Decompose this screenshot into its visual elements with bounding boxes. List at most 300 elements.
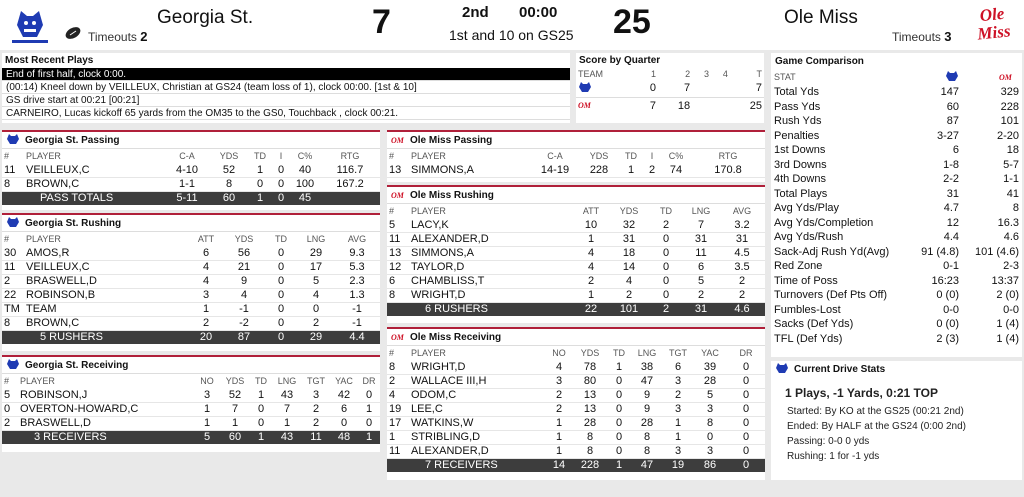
table-cell: 31 xyxy=(719,232,765,246)
current-drive-panel xyxy=(771,361,1022,480)
total-cell: 0 xyxy=(272,191,290,205)
comparison-cell: 18 xyxy=(1006,144,1019,157)
om-passing-title: Ole Miss Passing xyxy=(410,134,493,146)
column-header: YDS xyxy=(589,151,609,161)
comparison-row xyxy=(771,114,1022,129)
total-cell: PASS TOTALS xyxy=(24,191,164,205)
total-cell xyxy=(2,430,18,444)
sq-header: 1 xyxy=(651,69,657,79)
table-cell: 2 xyxy=(545,402,573,416)
gsu-mini-logo xyxy=(576,80,637,97)
table-cell: 1 xyxy=(663,416,693,430)
table-cell: 0 xyxy=(250,416,272,430)
table-cell: 9 xyxy=(224,274,264,288)
table-header-row xyxy=(387,149,765,163)
table-cell: 0 xyxy=(649,260,683,274)
comparison-cell: 101 xyxy=(1000,115,1019,128)
table-cell: 3.2 xyxy=(719,218,765,232)
comparison-cell: 1 (4) xyxy=(996,318,1019,331)
gsu-receiving-title: Georgia St. Receiving xyxy=(25,359,129,371)
comparison-row xyxy=(771,129,1022,144)
table-cell: BROWN,C xyxy=(24,177,164,191)
table-cell: 30 xyxy=(2,246,24,260)
total-cell: 60 xyxy=(220,430,250,444)
comparison-cell: Red Zone xyxy=(774,260,823,273)
table-cell: 5.3 xyxy=(334,260,380,274)
table-cell: 31 xyxy=(683,232,719,246)
current-drive-header xyxy=(771,361,1022,378)
table-row xyxy=(387,444,765,458)
comparison-row xyxy=(771,303,1022,318)
comparison-cell: 41 xyxy=(1006,187,1019,200)
table-cell: 2 xyxy=(302,416,330,430)
play-item: GS drive start at 00:21 [00:21] xyxy=(2,94,570,107)
sq-cell xyxy=(692,80,711,97)
column-header: # xyxy=(389,206,395,216)
table-cell: 0 xyxy=(649,246,683,260)
table-cell: 0 xyxy=(358,416,380,430)
table-cell: 4 xyxy=(545,360,573,374)
comparison-row xyxy=(771,172,1022,187)
table-cell: 1 xyxy=(387,430,409,444)
table-cell: 0 xyxy=(727,374,765,388)
comparison-row xyxy=(771,187,1022,202)
column-header: C% xyxy=(668,151,684,161)
sq-header: TEAM xyxy=(578,69,604,79)
sq-cell: 25 xyxy=(749,99,762,112)
comparison-cell: Pass Yds xyxy=(774,100,821,113)
table-cell: 2 xyxy=(683,288,719,302)
total-cell: 48 xyxy=(330,430,358,444)
table-cell: 1 xyxy=(545,430,573,444)
table-cell: 0 xyxy=(727,388,765,402)
table-cell: 8 xyxy=(573,430,607,444)
table-row xyxy=(2,163,380,177)
totals-row xyxy=(2,330,380,344)
total-cell: 11 xyxy=(302,430,330,444)
column-header: RTG xyxy=(340,151,360,161)
om-receiving-table xyxy=(387,346,765,472)
table-cell: 0 xyxy=(607,444,631,458)
column-header: YDS xyxy=(234,234,254,244)
table-cell: 1 xyxy=(607,360,631,374)
comparison-cell: 6 xyxy=(952,144,959,157)
comparison-cell: Total Yds xyxy=(774,86,820,99)
total-cell: 22 xyxy=(573,302,609,316)
table-cell: 9.3 xyxy=(334,246,380,260)
column-header: TGT xyxy=(307,376,325,386)
table-cell: 11 xyxy=(387,444,409,458)
game-comparison-panel xyxy=(771,53,1022,357)
table-cell: 2 xyxy=(188,316,224,330)
om-rushing-panel xyxy=(387,185,765,323)
table-cell: 0 xyxy=(649,288,683,302)
om-passing-table xyxy=(387,149,765,178)
gsu-passing-table xyxy=(2,149,380,205)
table-cell: 31 xyxy=(609,232,649,246)
ole-miss-logo: Ole Miss xyxy=(976,3,1012,44)
table-header-row xyxy=(387,204,765,218)
current-drive-title: Current Drive Stats xyxy=(794,364,886,375)
table-cell: 7 xyxy=(272,402,302,416)
column-header: PLAYER xyxy=(20,376,55,386)
om-rushing-title: Ole Miss Rushing xyxy=(410,189,494,201)
comparison-cell: Avg Yds/Rush xyxy=(774,231,844,244)
away-timeouts: Timeouts 3 xyxy=(892,29,952,44)
table-cell: 2 xyxy=(719,288,765,302)
table-cell: 14 xyxy=(609,260,649,274)
table-cell: 8 xyxy=(573,444,607,458)
gsu-receiving-header xyxy=(2,357,380,374)
table-cell: 3 xyxy=(194,388,220,402)
table-cell: 0 xyxy=(358,388,380,402)
game-period: 2nd xyxy=(462,4,489,21)
table-cell: 17 xyxy=(387,416,409,430)
table-cell: 2 xyxy=(649,218,683,232)
om-passing-header xyxy=(387,132,765,149)
home-timeouts: Timeouts 2 xyxy=(88,29,148,44)
table-cell: -1 xyxy=(334,302,380,316)
game-comparison-title: Game Comparison xyxy=(775,55,864,67)
total-cell: 87 xyxy=(224,330,264,344)
table-cell: SIMMONS,A xyxy=(409,246,573,260)
comparison-cell: 16.3 xyxy=(997,216,1019,229)
table-cell: 1 xyxy=(573,232,609,246)
column-header: ATT xyxy=(582,206,600,216)
table-row xyxy=(2,288,380,302)
table-cell: 10 xyxy=(573,218,609,232)
table-cell: 13 xyxy=(387,163,409,177)
table-cell: 5 xyxy=(683,274,719,288)
table-row xyxy=(387,163,765,177)
table-cell: 6 xyxy=(330,402,358,416)
sq-header: 2 xyxy=(685,69,691,79)
table-cell: 28 xyxy=(573,416,607,430)
column-header: NO xyxy=(200,376,214,386)
play-item: (00:14) Kneel down by VEILLEUX, Christian at GS24 (team loss of 1), clock 00:00. [1st & 10] xyxy=(2,81,570,94)
table-cell: 4-10 xyxy=(164,163,210,177)
table-cell: 2 xyxy=(663,388,693,402)
column-header: I xyxy=(650,151,654,161)
om-receiving-header xyxy=(387,329,765,346)
table-cell: 5 xyxy=(298,274,334,288)
column-header: YAC xyxy=(701,348,719,358)
table-cell: 1-1 xyxy=(164,177,210,191)
table-cell: 167.2 xyxy=(320,177,380,191)
column-header: # xyxy=(4,151,10,161)
table-cell: 6 xyxy=(683,260,719,274)
table-cell: -1 xyxy=(224,302,264,316)
gsu-rushing-header xyxy=(2,215,380,232)
table-row xyxy=(387,274,765,288)
column-header: TD xyxy=(254,151,266,161)
total-cell xyxy=(320,191,380,205)
table-cell: TM xyxy=(2,302,24,316)
sq-header: 4 xyxy=(722,69,728,79)
comparison-row xyxy=(771,143,1022,158)
table-cell: 6 xyxy=(387,274,409,288)
table-row xyxy=(2,246,380,260)
score-by-quarter-title: Score by Quarter xyxy=(579,55,661,66)
comparison-row xyxy=(771,259,1022,274)
comparison-row xyxy=(771,216,1022,231)
table-cell: 2 xyxy=(387,374,409,388)
table-cell: 12 xyxy=(387,260,409,274)
column-header: # xyxy=(4,234,10,244)
table-cell: BROWN,C xyxy=(24,316,188,330)
table-row xyxy=(387,260,765,274)
comparison-cell: 16:23 xyxy=(931,274,959,287)
total-cell xyxy=(2,330,24,344)
table-cell: 4 xyxy=(188,260,224,274)
total-cell: 29 xyxy=(298,330,334,344)
table-cell: 1 xyxy=(194,416,220,430)
table-cell: 47 xyxy=(631,374,663,388)
sq-cell: 0 xyxy=(649,82,657,95)
column-header: C-A xyxy=(547,151,563,161)
sq-cell xyxy=(711,97,730,114)
table-cell: 4 xyxy=(387,388,409,402)
table-row xyxy=(387,232,765,246)
table-cell: SIMMONS,A xyxy=(409,163,531,177)
drive-summary: 1 Plays, -1 Yards, 0:21 TOP xyxy=(785,386,938,400)
table-cell: 0 xyxy=(607,416,631,430)
table-cell: 8 xyxy=(387,360,409,374)
column-header: TD xyxy=(275,234,287,244)
column-header: LNG xyxy=(637,348,657,358)
total-cell: 43 xyxy=(272,430,302,444)
total-cell: 4.6 xyxy=(719,302,765,316)
column-header: DR xyxy=(362,376,376,386)
om-receiving-title: Ole Miss Receiving xyxy=(410,331,502,343)
table-cell: 4 xyxy=(188,274,224,288)
column-header: C% xyxy=(297,151,313,161)
table-cell: 11 xyxy=(2,163,24,177)
comparison-cell: 12 xyxy=(946,216,959,229)
total-cell: 5 xyxy=(194,430,220,444)
down-and-distance: 1st and 10 on GS25 xyxy=(449,27,574,43)
stat-header: STAT xyxy=(774,72,796,82)
column-header: YDS xyxy=(580,348,600,358)
total-cell: 2 xyxy=(649,302,683,316)
table-cell: 29 xyxy=(298,246,334,260)
comparison-row xyxy=(771,230,1022,245)
totals-row xyxy=(2,191,380,205)
table-cell: 8 xyxy=(631,444,663,458)
comparison-cell: 13:37 xyxy=(991,274,1019,287)
table-row xyxy=(2,177,380,191)
table-cell: BRASWELL,D xyxy=(18,416,194,430)
table-cell: 0 xyxy=(649,232,683,246)
gsu-logo-icon xyxy=(6,358,20,373)
comparison-cell: Penalties xyxy=(774,129,820,142)
table-row xyxy=(2,260,380,274)
sq-cell xyxy=(692,97,711,114)
home-team-name: Georgia St. xyxy=(157,7,254,28)
total-cell: 60 xyxy=(210,191,248,205)
table-cell: CHAMBLISS,T xyxy=(409,274,573,288)
table-cell: 100 xyxy=(290,177,320,191)
table-cell: 0 xyxy=(693,430,727,444)
comparison-cell: 4.7 xyxy=(943,202,959,215)
table-cell: 5 xyxy=(2,388,18,402)
total-cell: 14 xyxy=(545,458,573,472)
table-cell: 0 xyxy=(649,274,683,288)
table-cell: BRASWELL,D xyxy=(24,274,188,288)
total-cell: 6 RUSHERS xyxy=(409,302,573,316)
table-cell: 9 xyxy=(631,402,663,416)
comparison-cell: 0-0 xyxy=(1003,303,1019,316)
table-cell: STRIBLING,D xyxy=(409,430,545,444)
table-cell: 2 xyxy=(2,274,24,288)
comparison-row xyxy=(771,201,1022,216)
scoreboard-header xyxy=(0,0,1024,50)
column-header: LNG xyxy=(277,376,297,386)
gsu-logo-icon xyxy=(6,216,20,231)
gsu-rushing-title: Georgia St. Rushing xyxy=(25,217,122,229)
table-cell: 8 xyxy=(210,177,248,191)
total-cell: 45 xyxy=(290,191,320,205)
table-cell: -1 xyxy=(334,316,380,330)
comparison-row xyxy=(771,158,1022,173)
comparison-cell: 0-1 xyxy=(943,260,959,273)
table-header-row xyxy=(2,232,380,246)
total-cell: 1 xyxy=(248,191,272,205)
table-cell: 4 xyxy=(573,246,609,260)
table-cell: 0 xyxy=(264,288,298,302)
comparison-cell: 2-3 xyxy=(1003,260,1019,273)
table-cell: 0 xyxy=(2,402,18,416)
column-header: TGT xyxy=(669,348,687,358)
table-cell: 28 xyxy=(693,374,727,388)
table-cell: 8 xyxy=(631,430,663,444)
table-header-row xyxy=(2,374,380,388)
table-cell: OVERTON-HOWARD,C xyxy=(18,402,194,416)
table-cell: 17 xyxy=(298,260,334,274)
table-row xyxy=(2,316,380,330)
table-cell: 2 xyxy=(573,274,609,288)
table-cell: ROBINSON,J xyxy=(18,388,194,402)
table-row xyxy=(2,402,380,416)
total-cell: 4.4 xyxy=(334,330,380,344)
sq-cell: 18 xyxy=(677,99,691,112)
table-cell: 3 xyxy=(663,402,693,416)
table-cell: 1 xyxy=(272,416,302,430)
column-header: # xyxy=(389,151,395,161)
table-cell: 0 xyxy=(727,360,765,374)
table-cell: ROBINSON,B xyxy=(24,288,188,302)
table-cell: 0 xyxy=(727,430,765,444)
column-header: AVG xyxy=(347,234,367,244)
table-cell: 0 xyxy=(250,402,272,416)
column-header: TD xyxy=(613,348,625,358)
om-passing-panel xyxy=(387,130,765,182)
table-cell: ODOM,C xyxy=(409,388,545,402)
column-header: LNG xyxy=(306,234,326,244)
table-cell: 3 xyxy=(663,444,693,458)
table-cell: 0 xyxy=(272,177,290,191)
comparison-cell: 228 xyxy=(1000,100,1019,113)
table-cell: 32 xyxy=(609,218,649,232)
column-header: PLAYER xyxy=(411,151,446,161)
column-header: NO xyxy=(552,348,566,358)
table-cell: WALLACE III,H xyxy=(409,374,545,388)
table-cell: 0 xyxy=(727,402,765,416)
gsu-rushing-table xyxy=(2,232,380,344)
score-by-quarter-panel xyxy=(576,53,764,123)
table-cell: 0 xyxy=(727,444,765,458)
table-header-row xyxy=(771,69,1022,85)
table-cell: 0 xyxy=(607,374,631,388)
table-row xyxy=(387,288,765,302)
table-cell: 0 xyxy=(248,177,272,191)
comparison-cell: Avg Yds/Play xyxy=(774,202,840,215)
table-cell: 13 xyxy=(573,402,607,416)
table-row xyxy=(387,402,765,416)
table-cell: 0 xyxy=(607,388,631,402)
comparison-cell: 1 (4) xyxy=(996,332,1019,345)
column-header: LNG xyxy=(691,206,711,216)
gsu-rushing-panel xyxy=(2,213,380,351)
gsu-passing-header xyxy=(2,132,380,149)
olemiss-logo-icon xyxy=(391,330,405,345)
table-cell: WRIGHT,D xyxy=(409,360,545,374)
table-cell: 4 xyxy=(298,288,334,302)
comparison-cell: 2-2 xyxy=(943,173,959,186)
table-row xyxy=(2,388,380,402)
comparison-cell: 101 (4.6) xyxy=(974,245,1019,258)
table-cell: 42 xyxy=(330,388,358,402)
column-header: AVG xyxy=(732,206,752,216)
table-row xyxy=(2,274,380,288)
recent-plays-title: Most Recent Plays xyxy=(5,55,94,66)
comparison-row xyxy=(771,245,1022,260)
gsu-logo-icon xyxy=(775,362,789,377)
column-header: TD xyxy=(660,206,672,216)
table-cell: 11 xyxy=(2,260,24,274)
table-cell: AMOS,R xyxy=(24,246,188,260)
comparison-cell: TFL (Def Yds) xyxy=(774,332,843,345)
total-cell: 20 xyxy=(188,330,224,344)
table-cell: 1 xyxy=(250,388,272,402)
table-header-row xyxy=(2,149,380,163)
comparison-cell: 3rd Downs xyxy=(774,158,827,171)
comparison-cell: 0 (0) xyxy=(936,289,959,302)
sq-header: 3 xyxy=(703,69,709,79)
comparison-cell: Rush Yds xyxy=(774,115,822,128)
sq-row-ole-miss xyxy=(576,97,764,114)
table-cell: 116.7 xyxy=(320,163,380,177)
total-cell: 228 xyxy=(573,458,607,472)
table-cell: 0 xyxy=(264,274,298,288)
table-cell: 22 xyxy=(2,288,24,302)
table-cell: 0 xyxy=(264,260,298,274)
comparison-cell: 31 xyxy=(946,187,959,200)
table-cell: 4 xyxy=(224,288,264,302)
table-row xyxy=(387,374,765,388)
column-header: PLAYER xyxy=(411,206,446,216)
comparison-cell: 2-20 xyxy=(996,129,1019,142)
table-cell: 0 xyxy=(264,316,298,330)
table-cell: 13 xyxy=(573,388,607,402)
column-header: # xyxy=(389,348,395,358)
comparison-row xyxy=(771,288,1022,303)
table-cell: 0 xyxy=(264,302,298,316)
total-cell: 86 xyxy=(693,458,727,472)
total-cell: 0 xyxy=(727,458,765,472)
table-cell: 52 xyxy=(220,388,250,402)
comparison-cell: Fumbles-Lost xyxy=(774,303,841,316)
